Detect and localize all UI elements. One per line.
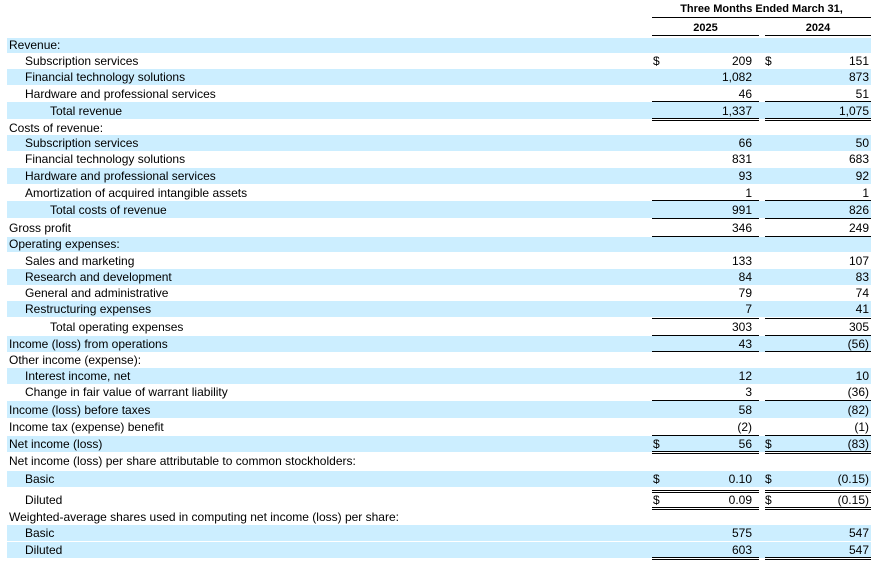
rule-single-2024 [765, 200, 871, 201]
rule-single-2024 [765, 400, 871, 401]
table-row [7, 336, 871, 352]
year-2025-header: 2025 [693, 22, 718, 34]
rule-single-2024 [765, 236, 871, 237]
value-2024: (83) [847, 437, 869, 451]
table-row [7, 509, 871, 525]
table-row [7, 120, 871, 136]
table-row [7, 453, 871, 469]
value-2025: 0.10 [728, 472, 752, 486]
value-2025: 93 [738, 169, 752, 183]
rule-single-2025 [652, 351, 759, 352]
row-label: Gross profit [9, 221, 72, 235]
value-2025: 7 [745, 302, 752, 316]
row-label: Financial technology solutions [25, 70, 186, 84]
row-label: Hardware and professional services [25, 87, 216, 101]
value-2024: 1 [862, 186, 869, 200]
row-label: Research and development [25, 270, 172, 284]
value-2024: 826 [848, 203, 869, 217]
table-row [7, 53, 871, 69]
rule-single-2025 [652, 218, 759, 219]
value-2024: 873 [848, 70, 869, 84]
value-2024: 83 [855, 270, 869, 284]
currency-symbol-2025: $ [653, 493, 660, 507]
currency-symbol-2024: $ [765, 493, 772, 507]
table-row [7, 69, 871, 85]
table-row [7, 471, 871, 487]
table-row [7, 135, 871, 151]
row-label: Total revenue [50, 104, 123, 118]
row-label: Interest income, net [25, 369, 131, 383]
final-double-rule-2025 [652, 557, 759, 560]
rule-double-2025 [652, 451, 759, 454]
table-row [7, 352, 871, 368]
currency-symbol-2024: $ [765, 472, 772, 486]
rule-single-2025 [652, 435, 759, 436]
value-2024: 547 [848, 543, 869, 557]
row-label: Hardware and professional services [25, 169, 216, 183]
value-2025: 1 [745, 186, 752, 200]
value-2025: 0.09 [728, 493, 752, 507]
row-label: Weighted-average shares used in computing net income (loss) per share: [9, 510, 399, 524]
value-2025: 1,337 [721, 104, 752, 118]
row-label: Operating expenses: [9, 237, 120, 251]
row-label: Revenue: [9, 38, 61, 52]
row-label: Financial technology solutions [25, 152, 186, 166]
table-row [7, 492, 871, 508]
table-row [7, 368, 871, 384]
currency-symbol-2025: $ [653, 437, 660, 451]
value-2025: 1,082 [721, 70, 752, 84]
row-label: Amortization of acquired intangible assets [25, 186, 248, 200]
row-label: Restructuring expenses [25, 302, 152, 316]
table-row [7, 201, 871, 218]
value-2025: (2) [737, 420, 752, 434]
row-label: Subscription services [25, 54, 139, 68]
row-label: Other income (expense): [9, 353, 142, 367]
row-label: Costs of revenue: [9, 121, 104, 135]
value-2025: 43 [738, 337, 752, 351]
rule-single-2025 [652, 318, 759, 319]
currency-symbol-2025: $ [653, 54, 660, 68]
year-2025-underline [652, 35, 759, 36]
value-2024: 50 [855, 136, 869, 150]
table-row [7, 436, 871, 452]
row-label: Diluted [25, 493, 63, 507]
rule-double-2024 [765, 118, 871, 121]
table-row [7, 253, 871, 269]
value-2024: 107 [848, 254, 869, 268]
rule-single-2024 [765, 101, 871, 102]
value-2025: 346 [731, 221, 752, 235]
row-label: Total operating expenses [50, 320, 184, 334]
value-2025: 3 [745, 385, 752, 399]
table-row [7, 86, 871, 102]
table-row [7, 151, 871, 167]
rule-double-2024 [765, 490, 871, 493]
value-2024: 683 [848, 152, 869, 166]
value-2024: 249 [848, 221, 869, 235]
rule-single-2024 [765, 351, 871, 352]
value-2025: 575 [731, 526, 752, 540]
table-row [7, 185, 871, 201]
value-2024: 92 [855, 169, 869, 183]
value-2025: 603 [731, 543, 752, 557]
value-2025: 84 [738, 270, 752, 284]
rule-single-2024 [765, 335, 871, 336]
table-row [7, 401, 871, 418]
table-row [7, 384, 871, 400]
year-2024-header: 2024 [805, 22, 831, 34]
table-row [7, 525, 871, 541]
value-2024: (0.15) [837, 472, 869, 486]
row-label: Income (loss) from operations [9, 337, 168, 351]
row-label: Subscription services [25, 136, 139, 150]
value-2025: 56 [738, 437, 752, 451]
value-2024: (1) [854, 420, 869, 434]
table-row [7, 285, 871, 301]
value-2024: 305 [848, 320, 869, 334]
row-label: Net income (loss) per share attributable to common stockholders: [9, 454, 356, 468]
final-double-rule-2024 [765, 557, 871, 560]
value-2025: 12 [738, 369, 752, 383]
rule-double-2025 [652, 507, 759, 510]
table-row [7, 38, 871, 53]
table-row [7, 319, 871, 335]
row-label: Basic [25, 472, 55, 486]
value-2025: 831 [731, 152, 752, 166]
value-2025: 209 [731, 54, 752, 68]
rule-single-2025 [652, 236, 759, 237]
year-2024-underline [765, 35, 871, 36]
row-label: Basic [25, 526, 55, 540]
table-row [7, 219, 871, 236]
value-2025: 303 [731, 320, 752, 334]
value-2025: 133 [731, 254, 752, 268]
row-label: Sales and marketing [25, 254, 135, 268]
value-2024: 41 [855, 302, 869, 316]
value-2024: 51 [855, 87, 869, 101]
rule-single-2025 [652, 200, 759, 201]
row-label: Net income (loss) [9, 437, 103, 451]
table-row [7, 419, 871, 435]
rule-double-2025 [652, 490, 759, 493]
row-label: Diluted [25, 543, 63, 557]
period-header: Three Months Ended March 31, [680, 3, 843, 15]
row-label: Income (loss) before taxes [9, 403, 151, 417]
value-2025: 66 [738, 136, 752, 150]
currency-symbol-2024: $ [765, 54, 772, 68]
value-2024: (0.15) [837, 493, 869, 507]
table-row [7, 269, 871, 285]
row-label: Income tax (expense) benefit [9, 420, 164, 434]
value-2024: (36) [847, 385, 869, 399]
currency-symbol-2025: $ [653, 472, 660, 486]
row-label: Change in fair value of warrant liability [25, 385, 228, 399]
value-2024: 151 [848, 54, 869, 68]
table-row [7, 542, 871, 558]
rule-double-2024 [765, 451, 871, 454]
rule-double-2024 [765, 507, 871, 510]
rule-single-2025 [652, 101, 759, 102]
rule-single-2024 [765, 218, 871, 219]
rule-single-2024 [765, 435, 871, 436]
value-2025: 46 [738, 87, 752, 101]
table-row [7, 102, 871, 119]
value-2024: (56) [847, 337, 869, 351]
currency-symbol-2024: $ [765, 437, 772, 451]
rule-single-2024 [765, 318, 871, 319]
value-2025: 58 [738, 403, 752, 417]
value-2024: 74 [855, 286, 869, 300]
value-2024: (82) [847, 403, 869, 417]
rule-double-2025 [652, 118, 759, 121]
value-2025: 991 [731, 203, 752, 217]
rule-single-2025 [652, 335, 759, 336]
table-row [7, 237, 871, 252]
table-row [7, 301, 871, 317]
table-row [7, 168, 871, 184]
value-2024: 10 [855, 369, 869, 383]
value-2024: 1,075 [838, 104, 869, 118]
value-2024: 547 [848, 526, 869, 540]
row-label: Total costs of revenue [50, 203, 167, 217]
rule-single-2025 [652, 400, 759, 401]
value-2025: 79 [738, 286, 752, 300]
row-label: General and administrative [25, 286, 169, 300]
period-header-underline [652, 17, 871, 18]
